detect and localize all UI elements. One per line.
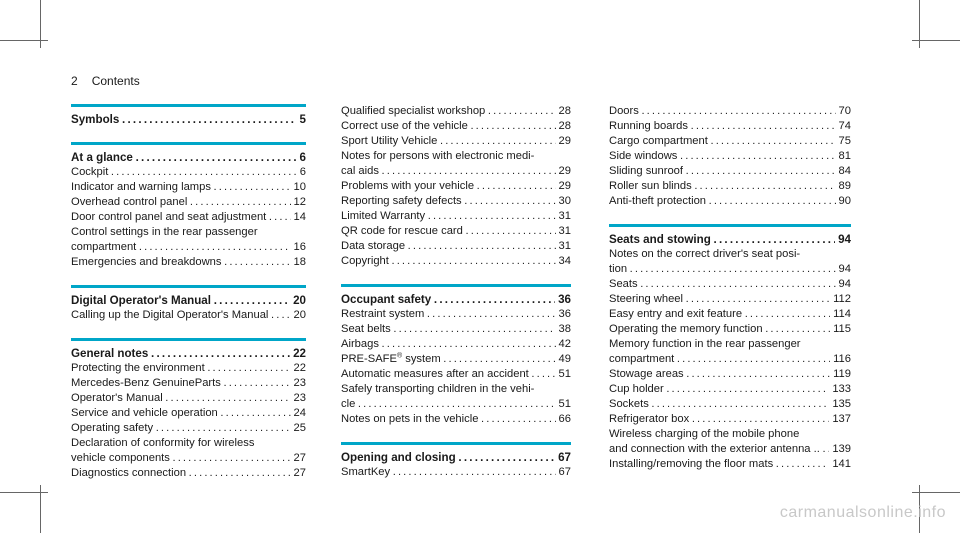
toc-entry[interactable] [609,247,851,277]
crop-mark [0,40,48,41]
entry-line: Safely transporting children in the vehi- [341,383,535,395]
entry-label: Operating safety . . . [71,421,291,436]
entry-row [609,382,851,397]
toc-entry[interactable] [609,367,851,382]
entry-row [609,104,851,119]
entry-line: Declaration of conformity for wireless [71,437,255,449]
entry-page: 10 [293,181,306,193]
toc-entry[interactable] [609,194,851,209]
entry-label: Doors . . . [609,104,836,119]
toc-entry[interactable] [609,119,851,134]
entry-row [71,376,306,391]
entry-line: Control settings in the rear passenger [71,226,258,238]
entry-page: 112 [833,293,851,305]
entry-page: 12 [293,196,306,208]
toc-entry[interactable] [609,277,851,292]
entry-page: 18 [293,256,306,268]
entry-row [341,194,571,209]
toc-entry[interactable] [71,421,306,436]
entry-row [609,164,851,179]
entry-row [341,322,571,337]
toc-section [71,142,306,270]
entry-label: Limited Warranty . . . [341,209,556,224]
entry-label: cal aids . . . [341,164,556,179]
entry-row [71,195,306,210]
entry-label: Reporting safety defects . . . [341,194,556,209]
entry-page: 114 [833,308,851,320]
section-page: 22 [293,347,306,360]
entry-label: Notes on pets in the vehicle . . . [341,412,556,427]
entry-page: 27 [293,467,306,479]
entry-page: 42 [558,338,571,350]
section-title: At a glance . . . [71,150,297,165]
entry-page: 22 [293,362,306,374]
entry-label: Roller sun blinds . . . [609,179,836,194]
toc-entry[interactable] [609,457,851,472]
section-heading[interactable] [71,346,306,361]
toc-entry[interactable] [341,254,571,269]
toc-entry[interactable] [341,382,571,412]
entry-label: Calling up the Digital Operator's Manual . . . [71,308,291,323]
entry-page: 30 [558,195,571,207]
entry-page: 94 [838,263,851,275]
section-page: 5 [299,113,306,126]
entry-row [71,421,306,436]
entry-label: Steering wheel . . . [609,292,830,307]
entry-label: Mercedes-Benz GenuineParts . . . [71,376,291,391]
toc-section [341,284,571,427]
section-page: 94 [838,233,851,246]
section-title: Seats and stowing . . . [609,232,835,247]
entry-label: PRE-SAFE® system . . . [341,352,556,367]
toc-entry[interactable] [609,164,851,179]
page-number: 2 [71,74,78,88]
entry-row [341,397,571,412]
section-heading[interactable] [609,232,851,247]
entry-page: 49 [558,353,571,365]
entry-page: 29 [558,165,571,177]
entry-line: Wireless charging of the mobile phone [609,428,800,440]
entry-row [341,337,571,352]
entry-page: 16 [293,241,306,253]
entry-label: compartment . . . [71,240,291,255]
toc-entry[interactable] [341,352,571,367]
entry-line: Notes on the correct driver's seat posi- [609,248,801,260]
entry-label: Copyright . . . [341,254,556,269]
entry-line: Memory function in the rear passenger [609,338,801,350]
entry-row [609,442,851,457]
entry-label: Refrigerator box . . . [609,412,829,427]
toc-entry[interactable] [609,412,851,427]
toc-entry[interactable] [341,307,571,322]
entry-page: 137 [832,413,851,425]
entry-page: 90 [838,195,851,207]
entry-page: 67 [558,466,571,478]
toc-entry[interactable] [609,179,851,194]
entry-row [341,224,571,239]
section-rule [609,224,851,227]
entry-row [609,292,851,307]
entry-row [341,307,571,322]
toc-entry[interactable] [71,391,306,406]
toc-section [341,104,571,269]
toc-section [71,285,306,323]
entry-label: Anti-theft protection . . . [609,194,836,209]
crop-mark [0,492,48,493]
toc-entry[interactable] [71,361,306,376]
section-rule [341,284,571,287]
entry-label: Data storage . . . [341,239,556,254]
toc-entry[interactable] [341,134,571,149]
entry-row [341,254,571,269]
entry-label: Indicator and warning lamps . . . [71,180,291,195]
toc-section [609,224,851,472]
toc-entry[interactable] [71,225,306,255]
section-rule [71,285,306,288]
entry-row [341,412,571,427]
entry-label: Cup holder . . . [609,382,829,397]
entry-page: 51 [558,398,571,410]
entry-row [341,367,571,382]
entry-row [341,239,571,254]
entry-row [609,277,851,292]
watermark: carmanualsonline.info [779,504,946,521]
entry-page: 139 [832,443,851,455]
entry-page: 28 [558,120,571,132]
toc-entry[interactable] [609,397,851,412]
section-heading[interactable] [71,112,306,127]
entry-row [609,149,851,164]
toc-entry[interactable] [609,337,851,367]
entry-label: vehicle components . . . [71,451,291,466]
entry-label: Operating the memory function . . . [609,322,830,337]
toc-entry[interactable] [609,382,851,397]
entry-label: compartment . . . [609,352,830,367]
toc-entry[interactable] [71,180,306,195]
entry-row [341,465,571,480]
entry-row [609,457,851,472]
toc-entry[interactable] [609,322,851,337]
toc-entry[interactable] [341,224,571,239]
entry-page: 74 [838,120,851,132]
toc-entry[interactable] [341,104,571,119]
entry-row [71,240,306,255]
section-title: General notes . . . [71,346,290,361]
entry-row [341,209,571,224]
toc-entry[interactable] [341,322,571,337]
entry-label: Cargo compartment . . . [609,134,836,149]
entry-page: 14 [293,211,306,223]
entry-label: Seat belts . . . [341,322,556,337]
entry-label: Sockets . . . [609,397,829,412]
toc-entry[interactable] [71,195,306,210]
entry-row [71,391,306,406]
toc-entry[interactable] [341,149,571,179]
entry-page: 115 [833,323,851,335]
entry-page: 20 [293,309,306,321]
entry-page: 28 [558,105,571,117]
toc-entry[interactable] [341,465,571,480]
entry-row [341,134,571,149]
toc-entry[interactable] [341,209,571,224]
entry-label: Sliding sunroof . . . [609,164,836,179]
entry-label: Installing/removing the floor mats . . . [609,457,829,472]
entry-row [609,352,851,367]
crop-mark [912,492,960,493]
toc-entry[interactable] [341,194,571,209]
section-heading[interactable] [71,150,306,165]
entry-page: 135 [832,398,851,410]
entry-page: 116 [833,353,851,365]
entry-label: Seats . . . [609,277,836,292]
entry-page: 66 [558,413,571,425]
toc-entry[interactable] [341,412,571,427]
entry-label: Stowage areas . . . [609,367,830,382]
entry-row [341,352,571,367]
entry-label: Qualified specialist workshop . . . [341,104,556,119]
entry-page: 23 [293,392,306,404]
section-heading[interactable] [71,293,306,308]
entry-label: Protecting the environment . . . [71,361,291,376]
entry-label: Operator's Manual . . . [71,391,291,406]
entry-line: Notes for persons with electronic medi- [341,150,535,162]
entry-label: Service and vehicle operation . . . [71,406,291,421]
toc-entry[interactable] [341,239,571,254]
entry-page: 81 [838,150,851,162]
entry-label: Door control panel and seat adjustment . . . [71,210,291,225]
section-title: Symbols . . . [71,112,297,127]
toc-entry[interactable] [609,149,851,164]
entry-label: Sport Utility Vehicle . . . [341,134,556,149]
toc-entry[interactable] [609,134,851,149]
entry-label: Airbags . . . [341,337,556,352]
toc-entry[interactable] [71,466,306,481]
entry-row [609,194,851,209]
section-page: 20 [293,294,306,307]
entry-page: 94 [838,278,851,290]
entry-row [609,322,851,337]
page-title: Contents [91,74,140,88]
entry-label: Emergencies and breakdowns . . . [71,255,291,270]
entry-row [71,180,306,195]
toc-section [71,338,306,481]
toc-entry[interactable] [71,406,306,421]
entry-label: tion . . . [609,262,836,277]
entry-page: 29 [558,180,571,192]
entry-row [71,451,306,466]
entry-page: 29 [558,135,571,147]
entry-label: Easy entry and exit feature . . . [609,307,830,322]
section-rule [71,142,306,145]
toc-entry[interactable] [71,376,306,391]
section-heading[interactable] [341,450,571,465]
entry-page: 84 [838,165,851,177]
section-title: Digital Operator's Manual . . . [71,293,290,308]
toc-entry[interactable] [609,292,851,307]
entry-row [609,262,851,277]
toc-entry[interactable] [609,307,851,322]
section-heading[interactable] [341,292,571,307]
entry-page: 70 [838,105,851,117]
entry-row [609,134,851,149]
toc-entry[interactable] [71,210,306,225]
toc-entry[interactable] [341,119,571,134]
entry-row [71,308,306,323]
entry-label: Problems with your vehicle . . . [341,179,556,194]
entry-row [341,119,571,134]
entry-row [609,179,851,194]
entry-label: Side windows . . . [609,149,836,164]
entry-label: Automatic measures after an accident . . . [341,367,556,382]
entry-row [341,179,571,194]
section-title: Occupant safety . . . [341,292,555,307]
entry-page: 31 [558,225,571,237]
entry-page: 36 [558,308,571,320]
entry-label: SmartKey . . . [341,465,556,480]
entry-row [609,412,851,427]
entry-row [71,406,306,421]
page-header [71,74,140,88]
entry-row [341,164,571,179]
entry-label: Diagnostics connection . . . [71,466,291,481]
entry-page: 25 [293,422,306,434]
entry-page: 119 [833,368,851,380]
crop-mark [912,40,960,41]
entry-page: 31 [558,240,571,252]
toc-column-2 [341,104,571,495]
section-page: 67 [558,451,571,464]
entry-label: Restraint system . . . [341,307,556,322]
toc-section [609,104,851,209]
entry-page: 141 [832,458,851,470]
entry-page: 31 [558,210,571,222]
toc-entry[interactable] [609,427,851,457]
section-rule [71,104,306,107]
section-page: 6 [299,151,306,164]
entry-label: QR code for rescue card . . . [341,224,556,239]
entry-label: cle . . . [341,397,556,412]
toc-entry[interactable] [71,255,306,270]
entry-row [609,307,851,322]
entry-page: 75 [838,135,851,147]
entry-page: 89 [838,180,851,192]
toc-column-3 [609,104,851,487]
entry-row [609,397,851,412]
toc-section [341,442,571,480]
entry-label: Cockpit . . . [71,165,297,180]
section-title: Opening and closing . . . [341,450,555,465]
toc-entry[interactable] [341,179,571,194]
entry-row [609,119,851,134]
entry-page: 27 [293,452,306,464]
entry-label: Overhead control panel . . . [71,195,291,210]
toc-section [71,104,306,127]
entry-page: 34 [558,255,571,267]
entry-row [71,466,306,481]
entry-label: Running boards . . . [609,119,836,134]
entry-row [71,255,306,270]
toc-entry[interactable] [609,104,851,119]
entry-page: 38 [558,323,571,335]
toc-entry[interactable] [341,337,571,352]
entry-page: 133 [832,383,851,395]
entry-page: 6 [299,166,306,178]
entry-page: 51 [558,368,571,380]
section-page: 36 [558,293,571,306]
toc-entry[interactable] [71,436,306,466]
entry-label: and connection with the exterior antenna .. . . . [609,442,829,457]
entry-row [341,104,571,119]
entry-label: Correct use of the vehicle . . . [341,119,556,134]
entry-row [71,165,306,180]
toc-column-1 [71,104,306,496]
section-rule [341,442,571,445]
entry-page: 23 [293,377,306,389]
toc-entry[interactable] [341,367,571,382]
toc-entry[interactable] [71,165,306,180]
section-rule [71,338,306,341]
entry-row [609,367,851,382]
entry-page: 24 [293,407,306,419]
toc-entry[interactable] [71,308,306,323]
entry-row [71,210,306,225]
entry-row [71,361,306,376]
